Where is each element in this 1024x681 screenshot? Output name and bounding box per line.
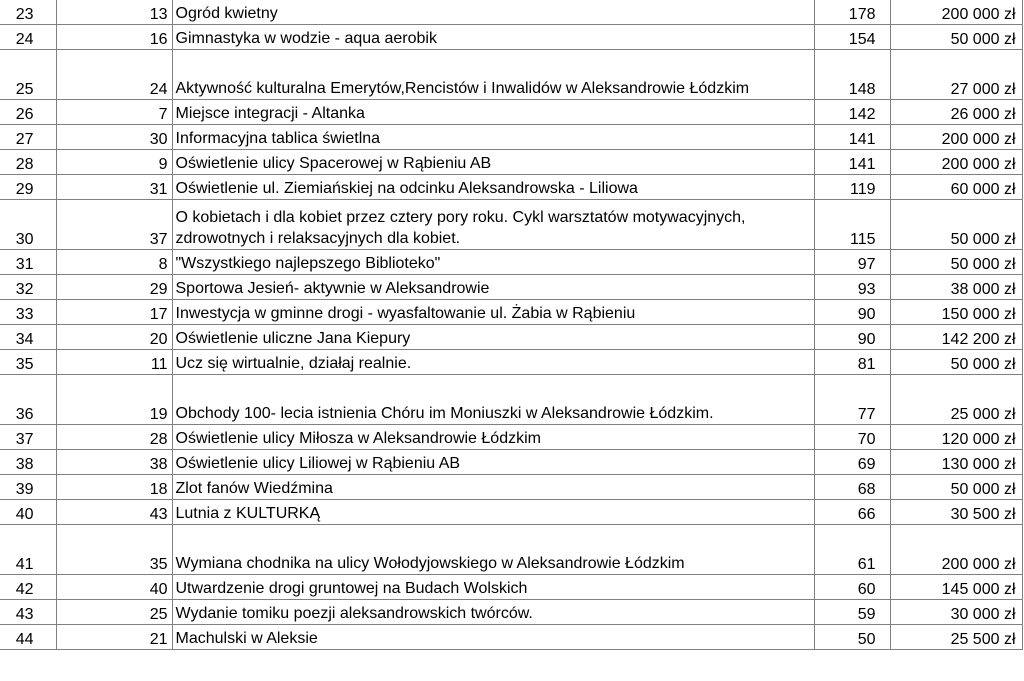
table-row xyxy=(0,25,1022,50)
cell-project-id[interactable]: 11 xyxy=(56,350,172,375)
cell-rank[interactable]: 25 xyxy=(0,50,56,100)
cell-cost[interactable]: 25 500 zł xyxy=(890,625,1022,650)
cell-project-name[interactable]: Zlot fanów Wiedźmina xyxy=(172,475,814,500)
cell-project-name[interactable]: Obchody 100- lecia istnienia Chóru im Moniuszki w Aleksandrowie Łódzkim. xyxy=(172,375,814,425)
cell-cost[interactable]: 30 000 zł xyxy=(890,600,1022,625)
cell-cost[interactable]: 27 000 zł xyxy=(890,50,1022,100)
cell-votes[interactable]: 77 xyxy=(814,375,890,425)
cell-cost[interactable]: 200 000 zł xyxy=(890,125,1022,150)
cell-rank[interactable]: 38 xyxy=(0,450,56,475)
cell-votes[interactable]: 70 xyxy=(814,425,890,450)
cell-cost[interactable]: 38 000 zł xyxy=(890,275,1022,300)
cell-votes[interactable]: 61 xyxy=(814,525,890,575)
cell-project-name[interactable]: Aktywność kulturalna Emerytów,Rencistów i Inwalidów w Aleksandrowie Łódzkim xyxy=(172,50,814,100)
cell-rank[interactable]: 40 xyxy=(0,500,56,525)
cell-votes[interactable]: 154 xyxy=(814,25,890,50)
cell-project-name[interactable]: O kobietach i dla kobiet przez cztery pory roku. Cykl warsztatów motywacyjnych, zdrowotnych i relaksacyjnych dla kobiet. xyxy=(172,200,814,250)
cell-project-name[interactable]: Oświetlenie ulicy Liliowej w Rąbieniu AB xyxy=(172,450,814,475)
cell-project-id[interactable]: 37 xyxy=(56,200,172,250)
cell-cost[interactable]: 142 200 zł xyxy=(890,325,1022,350)
cell-project-id[interactable]: 40 xyxy=(56,575,172,600)
cell-rank[interactable]: 33 xyxy=(0,300,56,325)
table-row xyxy=(0,275,1022,300)
cell-cost[interactable]: 50 000 zł xyxy=(890,25,1022,50)
cell-votes[interactable]: 141 xyxy=(814,125,890,150)
table-row xyxy=(0,325,1022,350)
cell-votes[interactable]: 60 xyxy=(814,575,890,600)
cell-rank[interactable]: 23 xyxy=(0,0,56,25)
cell-cost[interactable]: 25 000 zł xyxy=(890,375,1022,425)
table-row xyxy=(0,300,1022,325)
table-row xyxy=(0,250,1022,275)
cell-votes[interactable]: 93 xyxy=(814,275,890,300)
cell-cost[interactable]: 200 000 zł xyxy=(890,525,1022,575)
cell-votes[interactable]: 90 xyxy=(814,325,890,350)
cell-cost[interactable]: 145 000 zł xyxy=(890,575,1022,600)
cell-votes[interactable]: 68 xyxy=(814,475,890,500)
cell-project-id[interactable]: 25 xyxy=(56,600,172,625)
table-row xyxy=(0,100,1022,125)
table-row xyxy=(0,200,1022,250)
cell-rank[interactable]: 26 xyxy=(0,100,56,125)
cell-project-name[interactable]: Informacyjna tablica świetlna xyxy=(172,125,814,150)
cell-project-name[interactable]: Machulski w Aleksie xyxy=(172,625,814,650)
cell-votes[interactable]: 178 xyxy=(814,0,890,25)
cell-project-name[interactable]: Inwestycja w gminne drogi - wyasfaltowanie ul. Żabia w Rąbieniu xyxy=(172,300,814,325)
cell-votes[interactable]: 59 xyxy=(814,600,890,625)
cell-project-id[interactable]: 8 xyxy=(56,250,172,275)
cell-cost[interactable]: 50 000 zł xyxy=(890,350,1022,375)
cell-rank[interactable]: 24 xyxy=(0,25,56,50)
cell-votes[interactable]: 66 xyxy=(814,500,890,525)
cell-project-name[interactable]: Ucz się wirtualnie, działaj realnie. xyxy=(172,350,814,375)
table-row xyxy=(0,50,1022,100)
cell-rank[interactable]: 27 xyxy=(0,125,56,150)
cell-rank[interactable]: 37 xyxy=(0,425,56,450)
cell-rank[interactable]: 29 xyxy=(0,175,56,200)
cell-project-id[interactable]: 20 xyxy=(56,325,172,350)
table-row xyxy=(0,525,1022,575)
table-row xyxy=(0,375,1022,425)
cell-cost[interactable]: 60 000 zł xyxy=(890,175,1022,200)
cell-votes[interactable]: 115 xyxy=(814,200,890,250)
cell-cost[interactable]: 200 000 zł xyxy=(890,0,1022,25)
table-row xyxy=(0,450,1022,475)
cell-rank[interactable]: 35 xyxy=(0,350,56,375)
cell-rank[interactable]: 30 xyxy=(0,200,56,250)
table-row xyxy=(0,150,1022,175)
cell-project-name[interactable]: Sportowa Jesień- aktywnie w Aleksandrowie xyxy=(172,275,814,300)
cell-project-id[interactable]: 18 xyxy=(56,475,172,500)
table-row xyxy=(0,175,1022,200)
cell-rank[interactable]: 36 xyxy=(0,375,56,425)
cell-project-name[interactable]: Ogród kwietny xyxy=(172,0,814,25)
cell-project-id[interactable]: 35 xyxy=(56,525,172,575)
cell-project-id[interactable]: 16 xyxy=(56,25,172,50)
cell-votes[interactable]: 81 xyxy=(814,350,890,375)
cell-cost[interactable]: 50 000 zł xyxy=(890,475,1022,500)
cell-project-name[interactable]: Oświetlenie ul. Ziemiańskiej na odcinku Aleksandrowska - Liliowa xyxy=(172,175,814,200)
cell-cost[interactable]: 26 000 zł xyxy=(890,100,1022,125)
cell-project-id[interactable]: 13 xyxy=(56,0,172,25)
table-row xyxy=(0,0,1022,25)
cell-votes[interactable]: 141 xyxy=(814,150,890,175)
table-row xyxy=(0,575,1022,600)
table-row xyxy=(0,500,1022,525)
cell-rank[interactable]: 42 xyxy=(0,575,56,600)
table-row xyxy=(0,625,1022,650)
cell-project-name[interactable]: Utwardzenie drogi gruntowej na Budach Wolskich xyxy=(172,575,814,600)
cell-votes[interactable]: 142 xyxy=(814,100,890,125)
cell-project-id[interactable]: 21 xyxy=(56,625,172,650)
cell-votes[interactable]: 69 xyxy=(814,450,890,475)
cell-votes[interactable]: 50 xyxy=(814,625,890,650)
cell-project-id[interactable]: 30 xyxy=(56,125,172,150)
cell-cost[interactable]: 50 000 zł xyxy=(890,200,1022,250)
table-row xyxy=(0,425,1022,450)
cell-cost[interactable]: 200 000 zł xyxy=(890,150,1022,175)
cell-project-name[interactable]: "Wszystkiego najlepszego Biblioteko" xyxy=(172,250,814,275)
cell-rank[interactable]: 39 xyxy=(0,475,56,500)
cell-rank[interactable]: 43 xyxy=(0,600,56,625)
cell-cost[interactable]: 120 000 zł xyxy=(890,425,1022,450)
table-row xyxy=(0,475,1022,500)
cell-project-id[interactable]: 17 xyxy=(56,300,172,325)
cell-rank[interactable]: 28 xyxy=(0,150,56,175)
cell-votes[interactable]: 148 xyxy=(814,50,890,100)
cell-votes[interactable]: 119 xyxy=(814,175,890,200)
cell-project-id[interactable]: 28 xyxy=(56,425,172,450)
table-row xyxy=(0,125,1022,150)
cell-project-id[interactable]: 43 xyxy=(56,500,172,525)
cell-project-name[interactable]: Lutnia z KULTURKĄ xyxy=(172,500,814,525)
cell-rank[interactable]: 44 xyxy=(0,625,56,650)
cell-project-name[interactable]: Wydanie tomiku poezji aleksandrowskich twórców. xyxy=(172,600,814,625)
cell-project-id[interactable]: 31 xyxy=(56,175,172,200)
cell-project-id[interactable]: 29 xyxy=(56,275,172,300)
cell-project-name[interactable]: Wymiana chodnika na ulicy Wołodyjowskiego w Aleksandrowie Łódzkim xyxy=(172,525,814,575)
cell-rank[interactable]: 32 xyxy=(0,275,56,300)
cell-project-id[interactable]: 19 xyxy=(56,375,172,425)
cell-rank[interactable]: 31 xyxy=(0,250,56,275)
cell-project-name[interactable]: Oświetlenie ulicy Miłosza w Aleksandrowie Łódzkim xyxy=(172,425,814,450)
cell-cost[interactable]: 150 000 zł xyxy=(890,300,1022,325)
cell-cost[interactable]: 30 500 zł xyxy=(890,500,1022,525)
cell-project-id[interactable]: 24 xyxy=(56,50,172,100)
cell-project-name[interactable]: Oświetlenie uliczne Jana Kiepury xyxy=(172,325,814,350)
cell-project-name[interactable]: Oświetlenie ulicy Spacerowej w Rąbieniu AB xyxy=(172,150,814,175)
cell-rank[interactable]: 41 xyxy=(0,525,56,575)
cell-votes[interactable]: 90 xyxy=(814,300,890,325)
cell-project-id[interactable]: 7 xyxy=(56,100,172,125)
cell-project-id[interactable]: 9 xyxy=(56,150,172,175)
cell-project-id[interactable]: 38 xyxy=(56,450,172,475)
cell-cost[interactable]: 130 000 zł xyxy=(890,450,1022,475)
cell-cost[interactable]: 50 000 zł xyxy=(890,250,1022,275)
table-row xyxy=(0,350,1022,375)
cell-project-name[interactable]: Gimnastyka w wodzie - aqua aerobik xyxy=(172,25,814,50)
cell-rank[interactable]: 34 xyxy=(0,325,56,350)
cell-votes[interactable]: 97 xyxy=(814,250,890,275)
table-row xyxy=(0,600,1022,625)
cell-project-name[interactable]: Miejsce integracji - Altanka xyxy=(172,100,814,125)
